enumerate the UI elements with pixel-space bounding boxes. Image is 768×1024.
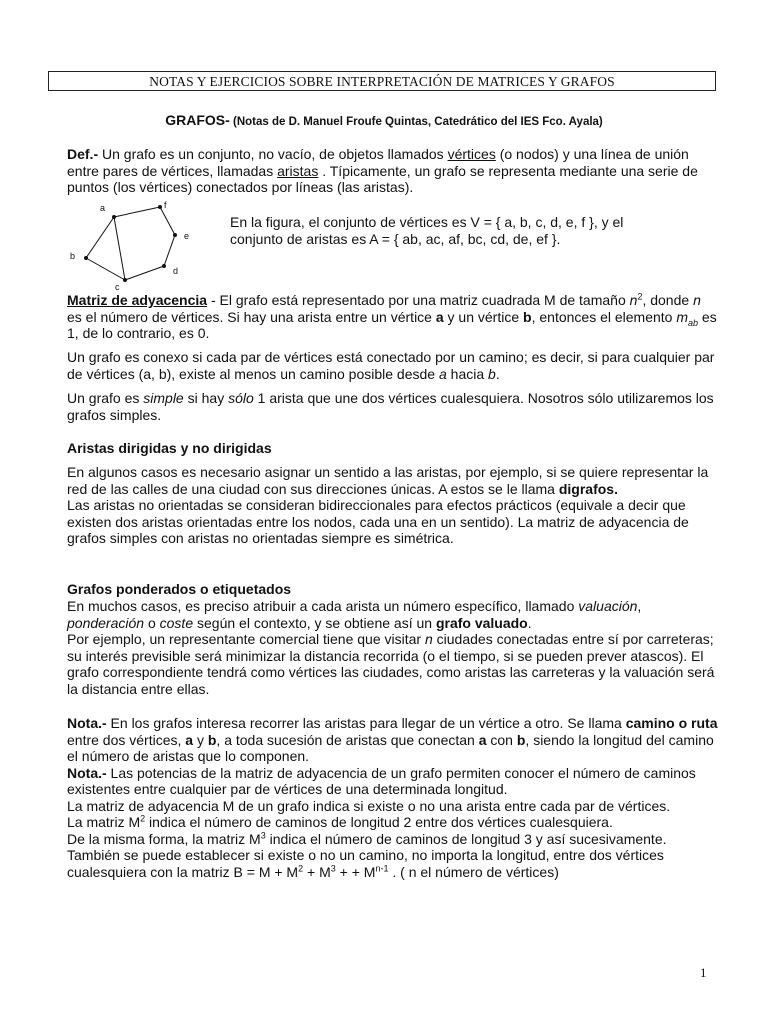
text-run: (o nodos) y una línea de unión entre pares de vértices, llamadas — [67, 146, 689, 179]
text-run: . — [495, 365, 500, 382]
text-run: a — [435, 308, 444, 325]
directed-heading: Aristas dirigidas y no dirigidas — [67, 440, 272, 456]
text-run: sólo — [228, 390, 254, 406]
text-run: con — [486, 731, 517, 748]
text-run: entre dos vértices, — [67, 731, 186, 748]
text-run: ab — [688, 317, 699, 328]
adjacency-paragraph — [67, 292, 719, 342]
text-run: . Típicamente, un grafo se representa mediante una serie de puntos (los vértices) conectados por líneas (las aristas). — [67, 162, 698, 195]
text-run: n — [424, 631, 433, 647]
edge-de — [164, 235, 175, 266]
text-run: En los grafos interesa recorrer las aristas para llegar de un vértice a otro. Se llama — [106, 715, 626, 731]
text-run: Por ejemplo, un representante comercial tiene que visitar — [67, 631, 425, 647]
text-run: n — [693, 292, 701, 308]
aristas-term: aristas — [277, 162, 319, 179]
text-run: Las potencias de la matriz de adyacencia de un grafo permiten conocer el número de caminos existentes entre cualquier par de vértices de una determinada longitud. — [67, 764, 696, 797]
document-title: NOTAS Y EJERCICIOS SOBRE INTERPRETACIÓN DE MATRICES Y GRAFOS — [48, 71, 716, 91]
text-run: indica el número de caminos de longitud 3 y así sucesivamente. — [265, 830, 667, 847]
text-run: grafo valuado — [435, 614, 528, 631]
label-c: c — [115, 282, 120, 291]
text-run: y — [193, 731, 208, 748]
label-a: a — [100, 203, 106, 213]
text-run: En muchos casos, es preciso atribuir a cada arista un número específico, llamado — [67, 598, 579, 614]
vertices-term: vértices — [447, 146, 496, 162]
label-e: e — [184, 231, 190, 241]
text-run: o — [144, 614, 160, 631]
text-run: camino o ruta — [625, 715, 718, 731]
page-number: 1 — [700, 965, 707, 980]
text-run: , siendo la longitud del camino el número de aristas que lo componen. — [67, 731, 714, 764]
text-run: b — [523, 308, 532, 325]
vertex-e — [173, 233, 177, 237]
vertex-d — [162, 264, 166, 268]
text-run: es 1, de lo contrario, es 0. — [67, 308, 717, 341]
edge-cd — [125, 266, 164, 280]
text-run: La matriz de adyacencia M de un grafo indica si existe o no una arista entre cada par de vértices. — [67, 797, 671, 814]
text-run: + + M — [335, 863, 376, 880]
text-run: En algunos casos es necesario asignar un sentido a las aristas, por ejemplo, si se quiere representar la red de las calles de una ciudad con sus direcciones únicas. A estos se le llama — [67, 464, 709, 497]
vertex-c — [123, 278, 127, 282]
text-run: . — [527, 614, 532, 631]
text-run: 2 — [140, 813, 146, 824]
text-run: indica el número de caminos de longitud 2 entre dos vértices cualesquiera. — [145, 814, 613, 830]
subtitle-main: GRAFOS- — [165, 112, 230, 128]
section-subtitle — [0, 112, 768, 128]
adjacency-heading: Matriz de adyacencia — [67, 292, 208, 308]
text-run: hacia — [446, 365, 489, 382]
edge-ab — [86, 217, 114, 258]
label-d: d — [173, 266, 179, 276]
text-run: Nota.- — [67, 764, 107, 781]
edge-bc — [86, 258, 125, 280]
text-run: b — [516, 731, 526, 748]
text-run: 1 arista que une dos vértices cualesquiera. Nosotros sólo utilizaremos los grafos simples. — [67, 390, 714, 423]
text-run: 2 — [637, 291, 643, 302]
vertex-f — [158, 205, 162, 209]
text-run: coste — [159, 614, 194, 631]
text-run: a — [185, 731, 194, 748]
edge-af — [114, 207, 160, 217]
text-run: , donde — [642, 292, 694, 308]
edge-ef — [160, 207, 175, 235]
text-run: , entonces el elemento — [531, 308, 677, 325]
directed-paragraph — [67, 464, 719, 547]
simple-paragraph — [67, 390, 719, 423]
text-run: Las aristas no orientadas se consideran bidireccionales para efectos prácticos (equivale a decir que existen dos aristas orientadas entre los nodos, cada una en un sentido). La matriz de adyacencia de grafos simples con aristas no orientadas siempre es simétrica. — [67, 497, 689, 546]
label-b: b — [70, 251, 76, 261]
vertex-a — [112, 215, 116, 219]
weighted-paragraph — [67, 598, 719, 697]
text-run: a — [478, 731, 487, 748]
text-run: ciudades conectadas entre sí por carreteras; su interés previsible será minimizar la distancia recorrida (o el tiempo, si se pueden prever atascos). El grafo correspondiente tendrá como vértices las ciudades, como aristas las carreteras y la valuación será la distancia entre ellas. — [67, 631, 715, 697]
connected-paragraph — [67, 349, 719, 382]
text-run: , — [637, 598, 642, 614]
text-run: 3 — [260, 829, 266, 840]
text-run: n — [629, 292, 638, 308]
text-run: según el contexto, y se obtiene así un — [193, 614, 436, 631]
vertex-b — [84, 256, 88, 260]
text-run: simple — [143, 390, 184, 406]
text-run: + M — [303, 863, 331, 880]
text-run: valuación — [578, 598, 638, 614]
label-f: f — [164, 200, 167, 210]
text-run: ponderación — [67, 614, 145, 631]
text-run: Un grafo es un conjunto, no vacío, de objetos llamados — [98, 146, 448, 162]
text-run: n-1 — [375, 862, 389, 873]
text-run: digrafos. — [558, 480, 618, 497]
text-run: También se puede establecer si existe o no un camino, no importa la longitud, entre dos vértices cualesquiera con la matriz B = M + M — [67, 847, 664, 880]
text-run: y un vértice — [443, 308, 524, 325]
weighted-heading: Grafos ponderados o etiquetados — [67, 581, 292, 597]
text-run: 3 — [330, 862, 336, 873]
definition-paragraph — [67, 146, 719, 196]
text-run: b — [488, 365, 496, 382]
text-run: Un grafo es — [67, 390, 144, 406]
text-run: es el número de vértices. Si hay una arista entre un vértice — [67, 308, 436, 325]
text-run: . ( n el número de vértices) — [388, 863, 559, 880]
graph-figure — [67, 199, 207, 291]
text-run: La matriz M — [67, 814, 141, 830]
caption-line-1: En la figura, el conjunto de vértices es V = { a, b, c, d, e, f }, y el — [230, 214, 624, 230]
text-run: Un grafo es conexo si cada par de vértices está conectado por un camino; es decir, si para cualquier par de vértices (a, b), existe al menos un camino posible desde — [67, 349, 715, 382]
notes-paragraph — [67, 715, 719, 880]
text-run: b — [207, 731, 217, 748]
figure-caption — [230, 214, 680, 247]
definition-lead: Def.- — [67, 146, 99, 162]
text-run: si hay — [183, 390, 229, 406]
text-run: m — [676, 308, 689, 325]
text-run: - El grafo está representado por una matriz cuadrada M de tamaño — [207, 292, 630, 308]
text-run: 2 — [298, 862, 304, 873]
text-run: De la misma forma, la matriz M — [67, 830, 261, 847]
edge-ac — [114, 217, 125, 280]
text-run: , a toda sucesión de aristas que conectan — [216, 731, 479, 748]
subtitle-note: (Notas de D. Manuel Froufe Quintas, Catedrático del IES Fco. Ayala) — [229, 116, 603, 128]
caption-line-2: conjunto de aristas es A = { ab, ac, af, bc, cd, de, ef }. — [230, 230, 561, 247]
text-run: Nota.- — [67, 715, 107, 731]
text-run: a — [438, 365, 447, 382]
